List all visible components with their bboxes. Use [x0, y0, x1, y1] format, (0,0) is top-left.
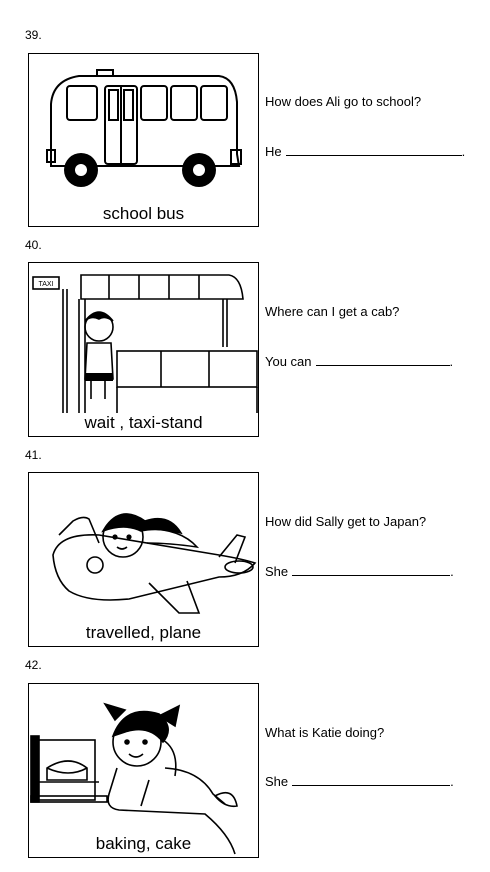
answer-line [265, 774, 454, 789]
answer-blank[interactable] [316, 354, 450, 366]
answer-prefix: She [265, 564, 289, 579]
taxi-sign-text: TAXI [38, 281, 54, 288]
answer-line [265, 144, 465, 159]
answer-line [265, 564, 454, 579]
question: How does Ali go to school? [265, 94, 422, 109]
answer-suffix: . [450, 774, 454, 789]
picture-caption: school bus [102, 204, 185, 223]
picture-caption: wait , taxi-stand [84, 413, 203, 432]
picture-caption: travelled, plane [85, 623, 202, 642]
answer-suffix: . [450, 564, 454, 579]
taxi-stand-illustration [29, 263, 259, 437]
answer-prefix: He [265, 144, 282, 159]
school-bus-picture [28, 53, 259, 227]
answer-prefix: She [265, 774, 289, 789]
exercise-number: 41. [25, 448, 42, 462]
exercise-number: 39. [25, 28, 42, 42]
plane-picture [28, 472, 259, 647]
question: What is Katie doing? [265, 725, 385, 740]
question: How did Sally get to Japan? [265, 514, 427, 529]
answer-suffix: . [449, 354, 454, 369]
answer-suffix: . [461, 144, 466, 159]
answer-prefix: You can [265, 354, 312, 369]
exercise-number: 40. [25, 238, 42, 252]
picture-caption: baking, cake [95, 834, 192, 853]
girl-on-plane-illustration [29, 473, 259, 647]
taxi-stand-picture [28, 262, 259, 437]
school-bus-illustration [29, 54, 259, 227]
exercise-number: 42. [25, 658, 42, 672]
answer-line [265, 354, 453, 369]
baking-picture [28, 683, 259, 858]
answer-blank[interactable] [286, 144, 462, 156]
answer-blank[interactable] [292, 774, 450, 786]
question: Where can I get a cab? [265, 304, 400, 319]
girl-baking-cake-illustration [29, 684, 259, 858]
answer-blank[interactable] [292, 564, 450, 576]
